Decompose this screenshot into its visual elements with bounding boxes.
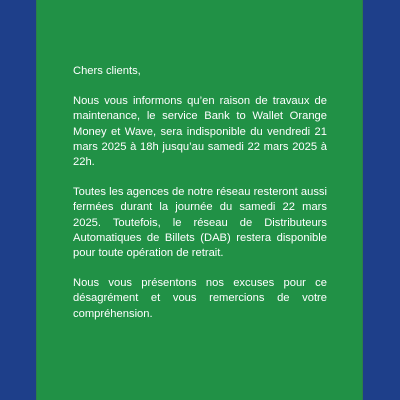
greeting: Chers clients, xyxy=(73,65,141,77)
paragraph-agencies: Toutes les agences de notre réseau resteront aussi fermées durant la journée du samedi 22 mars 2025. Toutefois, le réseau de Distributeurs Automatiques de Billets (DAB) restera disponible pour toute opération de retrait. xyxy=(73,186,327,260)
notice-letter xyxy=(73,64,327,337)
paragraph-maintenance: Nous vous informons qu’en raison de travaux de maintenance, le service Bank to Wallet Orange Money et Wave, sera indisponible du vendredi 21 mars 2025 à 18h jusqu’au samedi 22 mars 2025 à 22h. xyxy=(73,95,327,169)
notice-panel xyxy=(36,0,363,400)
paragraph-apology: Nous vous présentons nos excuses pour ce désagrément et vous remercions de votre compréhension. xyxy=(73,277,327,320)
